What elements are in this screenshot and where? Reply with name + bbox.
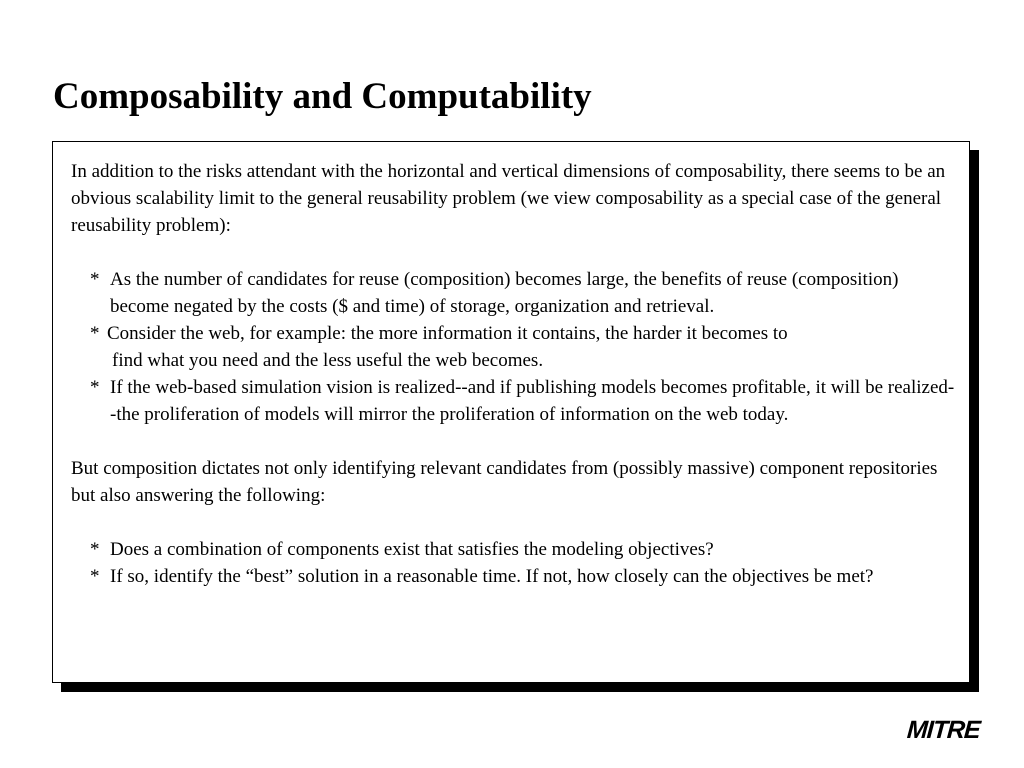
list-item: [71, 266, 955, 320]
bullet-marker: *: [90, 269, 100, 290]
bullet-text: If the web-based simulation vision is realized--and if publishing models becomes profitable, it will be realized--the proliferation of models will mirror the proliferation of information on the web today.: [110, 377, 955, 425]
spacer: [71, 509, 955, 536]
bullet-marker: *: [90, 323, 100, 344]
transition-paragraph: But composition dictates not only identifying relevant candidates from (possibly massive) component repositories but also answering the following:: [71, 458, 938, 506]
bullet-text: [107, 320, 955, 374]
spacer: [71, 239, 955, 266]
list-item: [71, 374, 955, 428]
list-item: [71, 536, 955, 563]
content-box: [52, 141, 970, 683]
bullet-text: Does a combination of components exist that satisfies the modeling objectives?: [110, 539, 714, 560]
list-item: [71, 563, 955, 590]
bullet-marker: *: [90, 539, 100, 560]
spacer: [71, 428, 955, 455]
bullet-text: If so, identify the “best” solution in a reasonable time. If not, how closely can the objectives be met?: [110, 566, 874, 587]
slide-title: Composability and Computability: [53, 76, 592, 117]
bullet-text-line: Consider the web, for example: the more information it contains, the harder it becomes to: [107, 323, 788, 344]
bullet-marker: *: [90, 377, 100, 398]
list-item: [71, 320, 955, 374]
bullet-text: As the number of candidates for reuse (composition) becomes large, the benefits of reuse (composition) become negated by the costs ($ and time) of storage, organization and retrieval.: [110, 269, 899, 317]
content-body: [71, 158, 955, 590]
mitre-logo: MITRE: [906, 716, 981, 744]
bullet-text-line: find what you need and the less useful the web becomes.: [112, 350, 544, 371]
bullet-marker: *: [90, 566, 100, 587]
intro-paragraph: In addition to the risks attendant with the horizontal and vertical dimensions of composability, there seems to be an obvious scalability limit to the general reusability problem (we view composability as a special case of the general reusability problem):: [71, 161, 946, 236]
